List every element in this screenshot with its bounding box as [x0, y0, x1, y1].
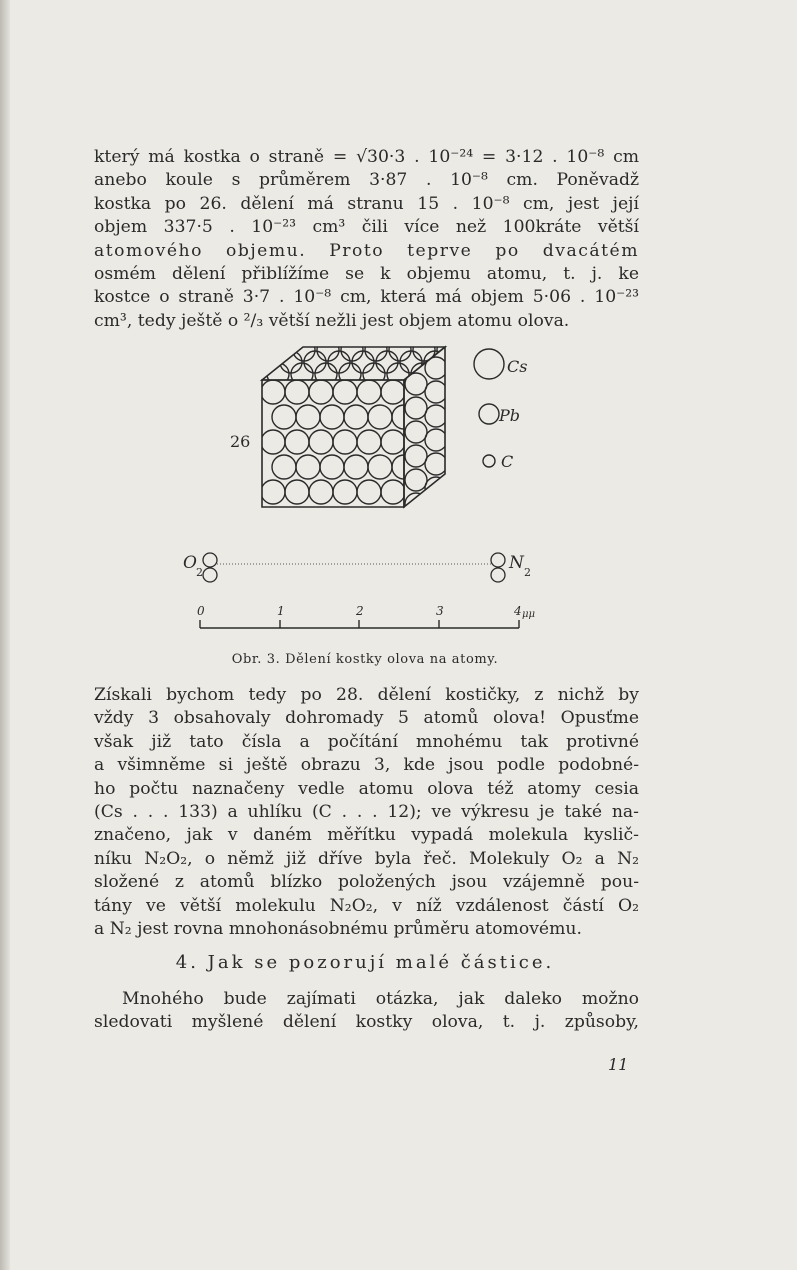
paragraph-2 — [94, 684, 639, 941]
lead-atom-circle — [272, 455, 296, 479]
lead-atom-circle — [333, 430, 357, 454]
atom-cs-circle — [474, 349, 504, 379]
lead-atom-circle — [296, 405, 320, 429]
cube-front-atoms — [261, 380, 416, 504]
lead-atom-circle — [368, 405, 392, 429]
scale-bar — [200, 620, 519, 628]
cube-side-atoms — [405, 357, 447, 515]
lead-atom-circle — [376, 351, 398, 373]
scale-label-0: 0 — [197, 604, 205, 618]
lead-atom-circle — [425, 405, 447, 427]
scale-label-1: 1 — [277, 604, 285, 618]
lead-atom-circle — [304, 351, 326, 373]
lead-atom-circle — [381, 480, 405, 504]
text-line: Mnohého bude zajímati otázka, jak daleko možno — [122, 989, 639, 1009]
lead-atom-circle — [285, 480, 309, 504]
lead-atom-circle — [405, 469, 427, 491]
text-line: vždy 3 obsahovaly dohromady 5 atomů olova! Opusťme — [94, 708, 639, 729]
scale-label-4: 4 — [514, 604, 522, 618]
lead-atom-circle — [425, 453, 447, 475]
lead-atom-circle — [261, 480, 285, 504]
lead-atom-circle — [296, 455, 320, 479]
text-line: Získali bychom tedy po 28. dělení kostičky, z nichž by — [94, 685, 639, 705]
lead-atom-circle — [357, 380, 381, 404]
atom-cs-label: Cs — [507, 357, 528, 376]
text-line: který má kostka o straně = √30·3 . 10⁻²⁴ = 3·12 . 10⁻⁸ cm — [94, 147, 639, 167]
o2-atom-top — [203, 553, 217, 567]
text-line: složené z atomů blízko položených jsou vzájemně pou- — [94, 872, 639, 893]
text-line: objem 337·5 . 10⁻²³ cm³ čili více než 100kráte větší — [94, 217, 639, 238]
text-line: (Cs . . . 133) a uhlíku (C . . . 12); ve výkresu je také na- — [94, 802, 639, 823]
lead-atom-circle — [333, 380, 357, 404]
scale-unit: μμ — [522, 609, 535, 620]
lead-atom-circle — [381, 380, 405, 404]
lead-atom-circle — [285, 430, 309, 454]
text-line: cm³, tedy ještě o ²/₃ větší nežli jest objem atomu olova. — [94, 310, 570, 331]
atom-pb-circle — [479, 404, 499, 424]
text-line: osmém dělení přiblížíme se k objemu atomu, t. j. ke — [94, 264, 639, 285]
lead-atom-circle — [405, 421, 427, 443]
section-heading: 4. Jak se pozorují malé částice. — [175, 952, 555, 973]
scale-label-2: 2 — [356, 604, 364, 618]
lead-atom-circle — [309, 480, 333, 504]
text-line: kostka po 26. dělení má stranu 15 . 10⁻⁸ cm, jest její — [94, 193, 639, 214]
o2-atom-bottom — [203, 568, 217, 582]
figure-caption: Obr. 3. Dělení kostky olova na atomy. — [231, 652, 499, 667]
lead-atom-circle — [352, 351, 374, 373]
text-line: kostce o straně 3·7 . 10⁻⁸ cm, která má objem 5·06 . 10⁻²³ — [94, 287, 639, 308]
atom-pb-label: Pb — [499, 406, 521, 425]
lead-atom-circle — [405, 397, 427, 419]
lead-atom-circle — [425, 381, 447, 403]
lead-atom-circle — [333, 480, 357, 504]
lead-atom-circle — [309, 430, 333, 454]
text-line: níku N₂O₂, o němž již dříve byla řeč. Molekuly O₂ a N₂ — [94, 848, 639, 869]
lead-atom-circle — [368, 455, 392, 479]
lead-atom-circle — [344, 455, 368, 479]
o2-label: O — [183, 553, 197, 573]
text-line: však již tato čísla a počítání mnohému tak protivné — [94, 731, 639, 752]
atom-cs — [474, 349, 527, 379]
n2-atom-top — [491, 553, 505, 567]
text-line: anebo koule s průměrem 3·87 . 10⁻⁸ cm. Poněvadž — [94, 170, 639, 191]
text-line: a všimněme si ještě obrazu 3, kde jsou podle podobné- — [94, 755, 639, 776]
lead-atom-circle — [320, 405, 344, 429]
lead-atom-circle — [365, 339, 387, 361]
text-line: značeno, jak v daném měřítku vypadá molekula kyslič- — [94, 825, 639, 846]
lead-atom-circle — [285, 380, 309, 404]
lead-atom-circle — [261, 430, 285, 454]
lead-atom-circle — [400, 351, 422, 373]
atom-c-circle — [483, 455, 495, 467]
atom-c — [483, 452, 513, 471]
lead-atom-circle — [389, 339, 411, 361]
o2-subscript: 2 — [196, 566, 203, 579]
text-line: atomového objemu. Proto teprve po dvacátém — [94, 240, 639, 261]
lead-atom-circle — [328, 351, 350, 373]
lead-atom-circle — [341, 339, 363, 361]
atom-c-label: C — [501, 452, 514, 471]
cube-division-label: 26 — [230, 432, 251, 451]
n2-subscript: 2 — [524, 566, 531, 579]
text-line: sledovati myšlené dělení kostky olova, t. j. způsoby, — [94, 1012, 639, 1033]
lead-atom-circle — [317, 339, 339, 361]
atom-pb — [479, 404, 520, 425]
lead-atom-circle — [425, 429, 447, 451]
lead-atom-circle — [293, 339, 315, 361]
text-line: a N₂ jest rovna mnohonásobnému průměru atomovému. — [94, 919, 582, 940]
lead-atom-circle — [381, 430, 405, 454]
paragraph-3 — [94, 988, 639, 1035]
lead-atom-circle — [357, 480, 381, 504]
lead-cube — [261, 339, 459, 515]
lead-atom-circle — [344, 405, 368, 429]
lead-atom-circle — [357, 430, 381, 454]
lead-atom-circle — [320, 455, 344, 479]
page-number: 11 — [608, 1055, 629, 1074]
n2-label: N — [509, 553, 524, 573]
lead-atom-circle — [405, 445, 427, 467]
molecule-n2o2 — [183, 553, 531, 582]
text-line: tány ve větší molekulu N₂O₂, v níž vzdálenost částí O₂ — [94, 895, 639, 916]
text-line: ho počtu naznačeny vedle atomu olova též atomy cesia — [94, 778, 639, 799]
lead-atom-circle — [272, 405, 296, 429]
lead-atom-circle — [309, 380, 333, 404]
scale-label-3: 3 — [436, 604, 444, 618]
n2-atom-bottom — [491, 568, 505, 582]
lead-atom-circle — [261, 380, 285, 404]
